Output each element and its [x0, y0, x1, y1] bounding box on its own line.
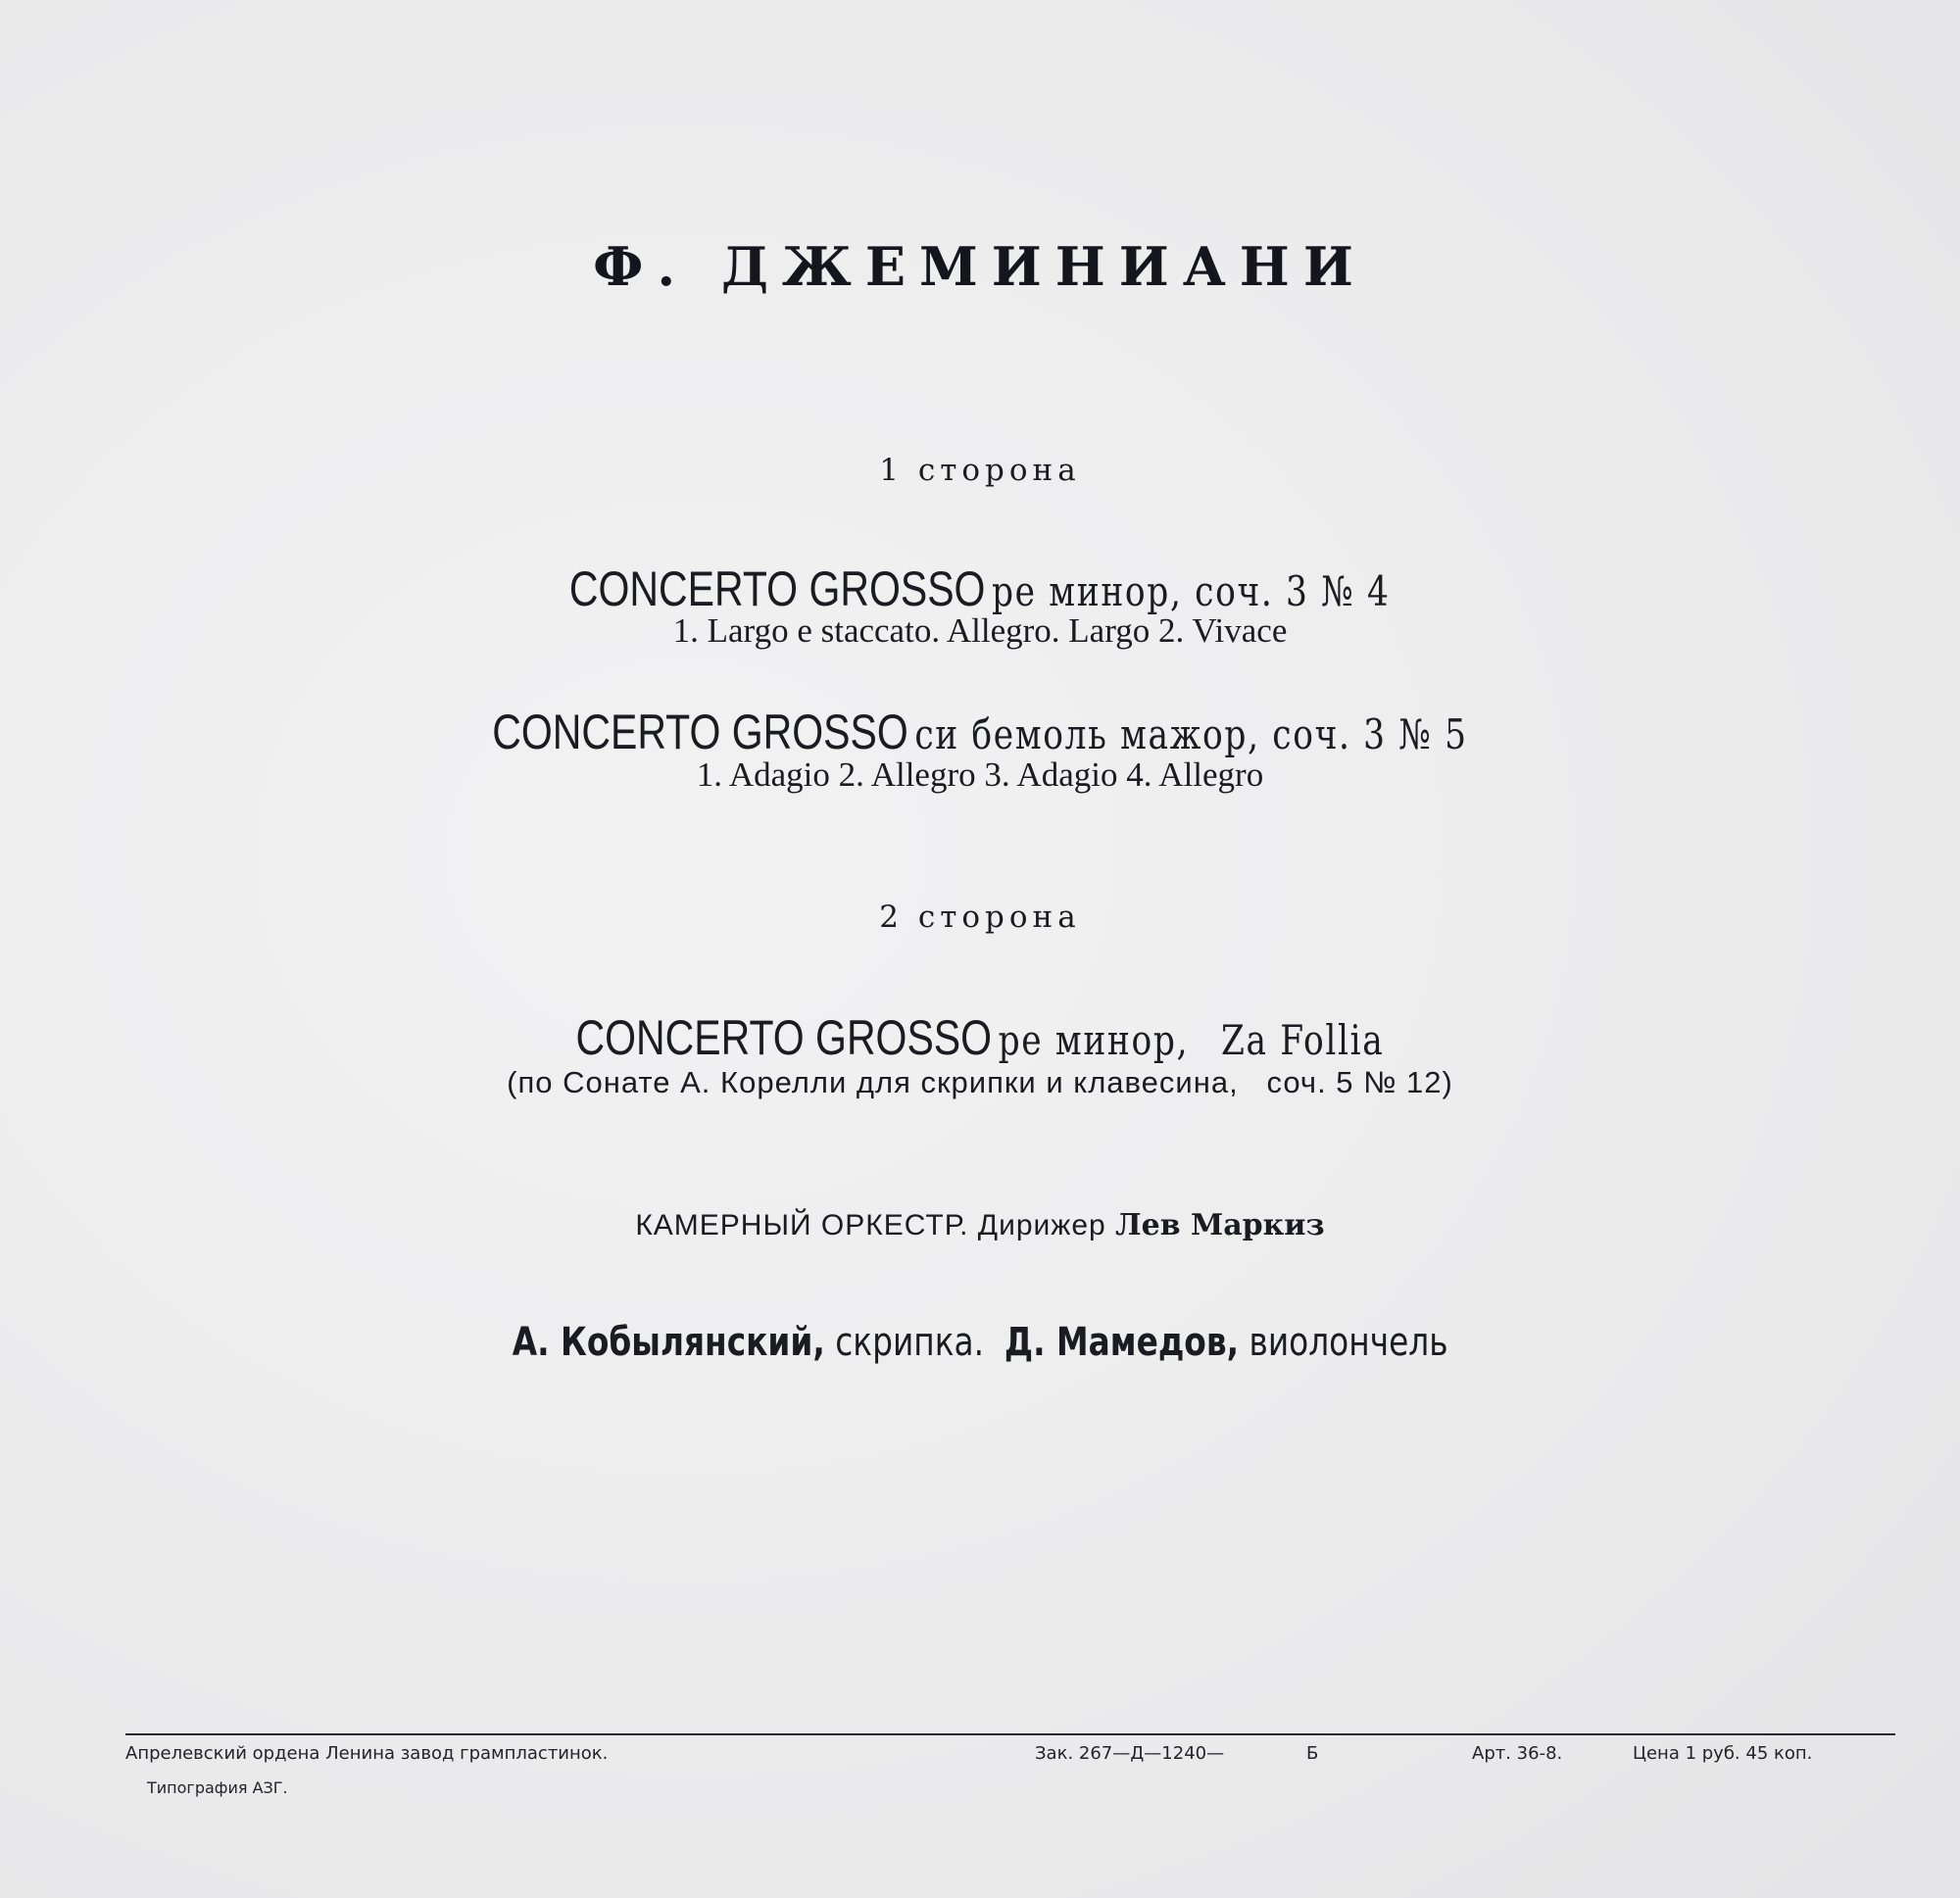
work-3-title-line: [0, 1009, 1960, 1066]
footer-printer: Типография АЗГ.: [147, 1778, 288, 1797]
orchestra-line: [0, 1208, 1960, 1242]
work-2-key: си бемоль мажор, соч. 3 № 5: [914, 710, 1468, 758]
soloist-1-name: А. Кобылянский,: [512, 1320, 825, 1365]
work-2-title-line: [0, 704, 1960, 760]
work-1-movements: 1. Largo e staccato. Allegro. Largo 2. Vivace: [672, 611, 1288, 650]
work-3-key: ре минор,: [998, 1016, 1190, 1064]
soloists-line: [0, 1320, 1960, 1365]
conductor-name: Лев Маркиз: [1115, 1208, 1325, 1242]
footer-article: Арт. 36-8.: [1472, 1743, 1563, 1764]
work-2-movements: 1. Adagio 2. Allegro 3. Adagio 4. Allegro: [696, 755, 1264, 794]
work-3-note: (по Сонате А. Корелли для скрипки и клавесина, соч. 5 № 12): [507, 1065, 1453, 1099]
work-1-title: CONCERTO GROSSO: [569, 561, 986, 616]
footer-order-number: Зак. 267—Д—1240—: [1035, 1743, 1225, 1764]
footer-divider: [125, 1733, 1895, 1735]
composer-title: Ф. ДЖЕМИНИАНИ: [593, 235, 1367, 298]
work-3-title: CONCERTO GROSSO: [575, 1010, 993, 1065]
footer-letter: Б: [1306, 1743, 1319, 1764]
orchestra-name: КАМЕРНЫЙ ОРКЕСТР.: [635, 1209, 969, 1241]
side-2-label: 2 сторона: [879, 900, 1081, 935]
soloist-1-instrument: скрипка.: [835, 1320, 984, 1365]
work-1-title-line: [0, 560, 1960, 617]
work-2-title: CONCERTO GROSSO: [492, 705, 908, 759]
footer-manufacturer: Апрелевский ордена Ленина завод грампластинок.: [125, 1743, 609, 1764]
work-3-subtitle: Za Follia: [1220, 1016, 1385, 1064]
footer-price: Цена 1 руб. 45 коп.: [1633, 1743, 1813, 1764]
side-1-label: 1 сторона: [879, 453, 1081, 488]
work-1-key: ре минор, соч. 3 № 4: [992, 567, 1391, 615]
conductor-role: Дирижер: [977, 1209, 1106, 1241]
soloist-2-instrument: виолончель: [1249, 1320, 1448, 1365]
soloist-2-name: Д. Мамедов,: [1004, 1320, 1239, 1365]
